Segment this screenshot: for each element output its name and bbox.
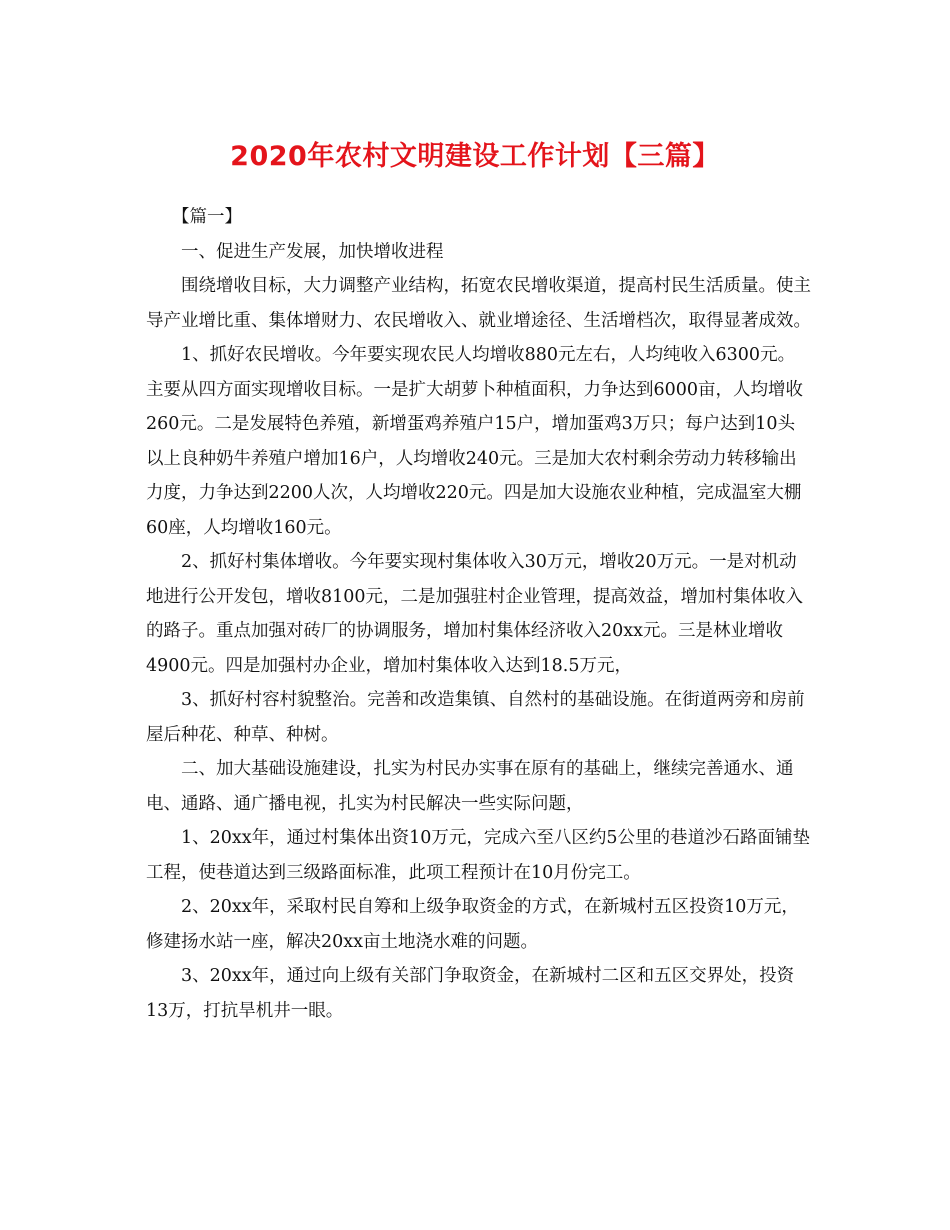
document-body [146,200,811,1028]
paragraph: 1、抓好农民增收。今年要实现农民人均增收880元左右，人均纯收入6300元。主要从四方面实现增收目标。一是扩大胡萝卜种植面积，力争达到6000亩，人均增收260元。二是发展特色养殖，新增蛋鸡养殖户15户，增加蛋鸡3万只；每户达到10头以上良种奶牛养殖户增加16户，人均增收240元。三是加大农村剩余劳动力转移输出力度，力争达到2200人次，人均增收220元。四是加大设施农业种植，完成温室大棚60座，人均增收160元。 [146,345,804,538]
heading-2: 二、加大基础设施建设，扎实为村民办实事在原有的基础上，继续完善通水、通电、通路、通广播电视，扎实为村民解决一些实际问题， [146,759,794,814]
paragraph: 3、20xx年，通过向上级有关部门争取资金，在新城村二区和五区交界处，投资13万，打抗旱机井一眼。 [146,966,795,1021]
paragraph: 2、抓好村集体增收。今年要实现村集体收入30万元，增收20万元。一是对机动地进行公开发包，增收8100元，二是加强驻村企业管理，提高效益，增加村集体收入的路子。重点加强对砖厂的协调服务，增加村集体经济收入20xx元。三是林业增收4900元。四是加强村办企业，增加村集体收入达到18.5万元， [146,552,804,676]
heading-1: 一、促进生产发展，加快增收进程 [181,241,444,262]
paragraph: 3、抓好村容村貌整治。完善和改造集镇、自然村的基础设施。在街道两旁和房前屋后种花、种草、种树。 [146,690,805,745]
paragraph: 1、20xx年，通过村集体出资10万元，完成六至八区约5公里的巷道沙石路面铺垫工程，使巷道达到三级路面标准，此项工程预计在10月份完工。 [146,828,811,883]
document-title: 2020年农村文明建设工作计划【三篇】 [230,141,720,172]
paragraph: 围绕增收目标，大力调整产业结构，拓宽农民增收渠道，提高村民生活质量。使主导产业增比重、集体增财力、农民增收入、就业增途径、生活增档次，取得显著成效。 [146,276,811,331]
paragraph: 2、20xx年，采取村民自筹和上级争取资金的方式，在新城村五区投资10万元，修建扬水站一座，解决20xx亩土地浇水难的问题。 [146,897,799,952]
section-label: 【篇一】 [172,207,242,227]
